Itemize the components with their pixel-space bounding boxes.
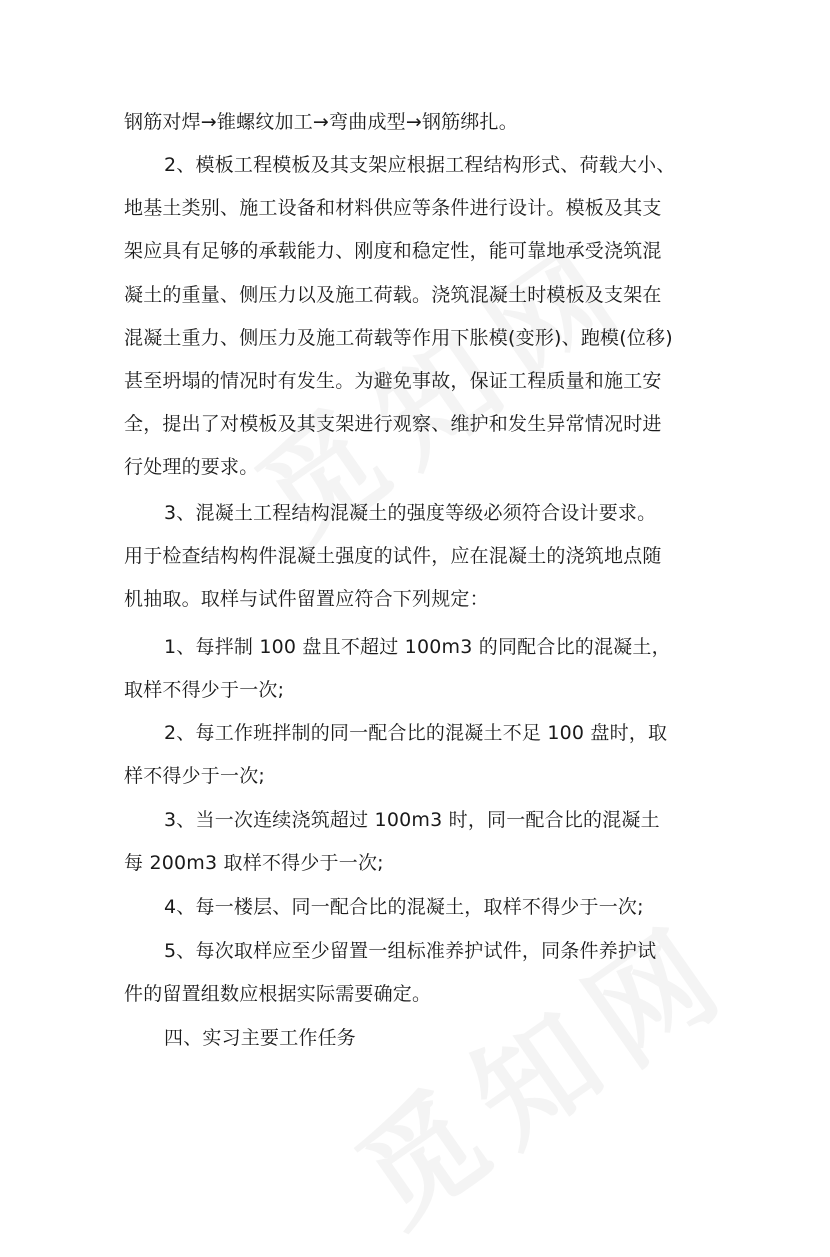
section-heading: 四、实习主要工作任务: [164, 1027, 357, 1049]
paragraph-line: 3、混凝土工程结构混凝土的强度等级必须符合设计要求。: [164, 502, 657, 524]
paragraph-line: 用于检查结构构件混凝土强度的试件，应在混凝土的浇筑地点随: [124, 545, 662, 567]
paragraph-line: 钢筋对焊→锥螺纹加工→弯曲成型→钢筋绑扎。: [124, 111, 518, 133]
list-item-line: 件的留置组数应根据实际需要确定。: [124, 983, 432, 1005]
list-item-line: 取样不得少于一次;: [124, 679, 285, 701]
paragraph-line: 机抽取。取样与试件留置应符合下列规定：: [124, 588, 489, 610]
paragraph-line: 全，提出了对模板及其支架进行观察、维护和发生异常情况时进: [124, 413, 662, 435]
list-item-line: 样不得少于一次;: [124, 765, 266, 787]
paragraph-line: 甚至坍塌的情况时有发生。为避免事故，保证工程质量和施工安: [124, 370, 662, 392]
paragraph-line: 凝土的重量、侧压力以及施工荷载。浇筑混凝土时模板及支架在: [124, 284, 662, 306]
list-item-line: 5、每次取样应至少留置一组标准养护试件，同条件养护试: [164, 940, 657, 962]
list-item-line: 4、每一楼层、同一配合比的混凝土，取样不得少于一次;: [164, 896, 644, 918]
list-item-line: 每 200m3 取样不得少于一次;: [124, 852, 384, 874]
list-item-line: 3、当一次连续浇筑超过 100m3 时，同一配合比的混凝土: [164, 809, 660, 831]
list-item-line: 2、每工作班拌制的同一配合比的混凝土不足 100 盘时，取: [164, 722, 668, 744]
paragraph-line: 行处理的要求。: [124, 456, 259, 478]
paragraph-line: 地基土类别、施工设备和材料供应等条件进行设计。模板及其支: [124, 197, 662, 219]
paragraph-line: 架应具有足够的承载能力、刚度和稳定性，能可靠地承受浇筑混: [124, 240, 662, 262]
paragraph-line: 2、模板工程模板及其支架应根据工程结构形式、荷载大小、: [164, 154, 676, 176]
list-item-line: 1、每拌制 100 盘且不超过 100m3 的同配合比的混凝土，: [164, 636, 671, 658]
paragraph-line: 混凝土重力、侧压力及施工荷载等作用下胀模(变形)、跑模(位移): [124, 327, 673, 349]
